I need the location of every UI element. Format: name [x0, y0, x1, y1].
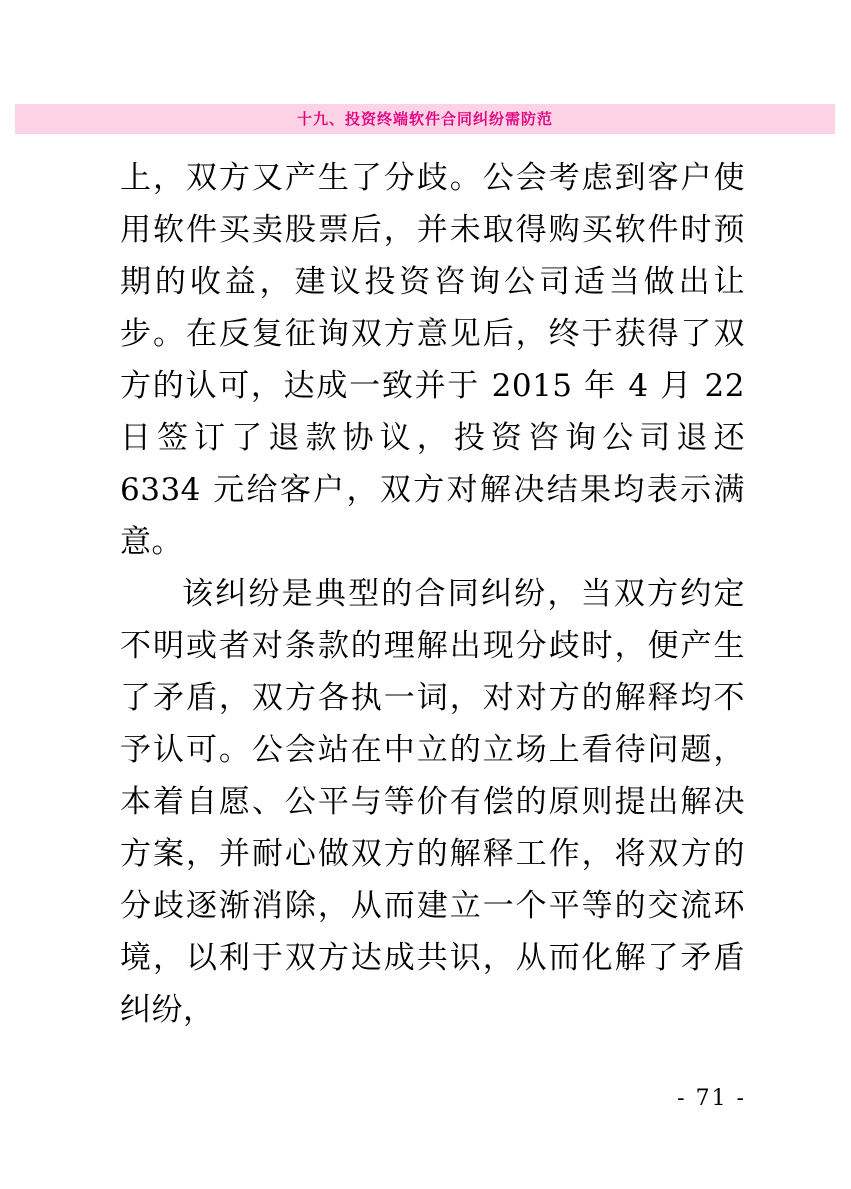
paragraph: 该纠纷是典型的合同纠纷，当双方约定不明或者对条款的理解出现分歧时，便产生了矛盾，双方各执一词，对对方的解释均不予认可。公会站在中立的立场上看待问题，本着自愿、公平与等价有偿的原则提出解决方案，并耐心做双方的解释工作，将双方的分歧逐渐消除，从而建立一个平等的交流环境，以利于双方达成共识，从而化解了矛盾纠纷， — [120, 576, 745, 1028]
running-header-title: 十九、投资终端软件合同纠纷需防范 — [296, 110, 553, 128]
running-header-band — [15, 104, 835, 134]
paragraph: 上，双方又产生了分歧。公会考虑到客户使用软件买卖股票后，并未取得购买软件时预期的收益，建议投资咨询公司适当做出让步。在反复征询双方意见后，终于获得了双方的认可，达成一致并于 2015 年 4 月 22 日签订了退款协议，投资咨询公司退还 6334 元给客户，双方对解决结果均表示满意。 — [120, 160, 745, 560]
body-text-column — [120, 152, 745, 1036]
page-number: - 71 - — [677, 1086, 746, 1111]
